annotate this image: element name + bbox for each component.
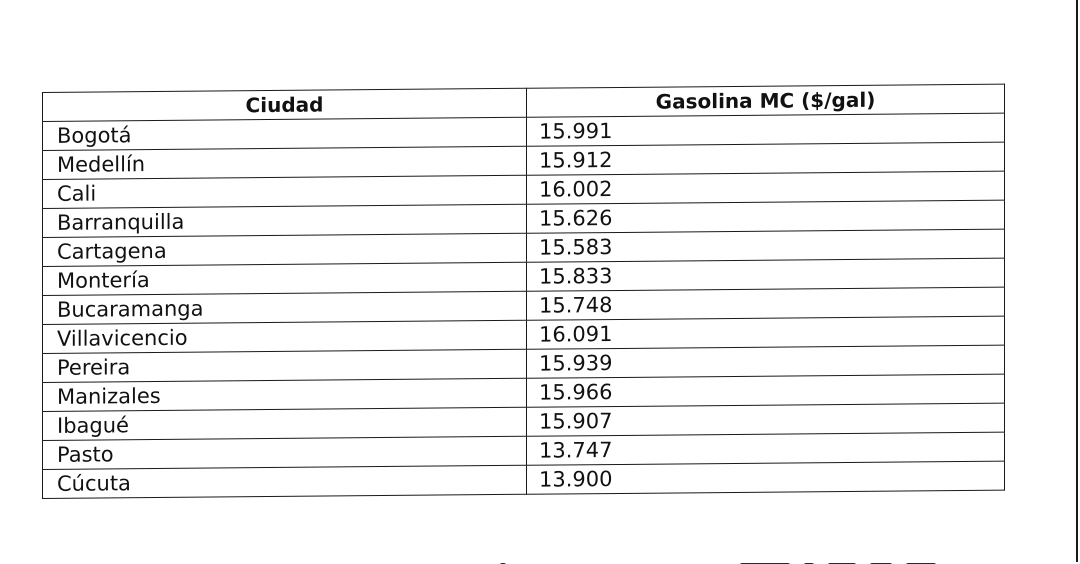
city-cell: Villavicencio [43, 320, 527, 353]
city-cell: Pereira [43, 349, 527, 382]
gasoline-price-table [42, 84, 1005, 499]
price-cell: 15.912 [527, 142, 1005, 175]
price-cell: 15.748 [527, 287, 1005, 320]
price-cell: 13.747 [527, 432, 1005, 465]
price-cell: 16.002 [527, 171, 1005, 204]
city-cell: Bogotá [43, 117, 527, 150]
price-cell: 16.091 [527, 316, 1005, 349]
price-cell: 15.583 [527, 229, 1005, 262]
city-cell: Ibagué [43, 407, 527, 440]
city-cell: Montería [43, 262, 527, 295]
price-cell: 15.626 [527, 200, 1005, 233]
city-cell: Cúcuta [43, 465, 527, 498]
price-table-container [42, 84, 1004, 499]
city-cell: Barranquilla [43, 204, 527, 237]
page-edge [1076, 0, 1078, 562]
city-cell: Medellín [43, 146, 527, 179]
city-cell: Cali [43, 175, 527, 208]
price-cell: 13.900 [527, 461, 1005, 494]
price-cell: 15.991 [527, 113, 1005, 146]
city-cell: Cartagena [43, 233, 527, 266]
city-cell: Pasto [43, 436, 527, 469]
header-gasolina: Gasolina MC ($/gal) [527, 84, 1005, 117]
price-cell: 15.907 [527, 403, 1005, 436]
price-cell: 15.833 [527, 258, 1005, 291]
header-ciudad: Ciudad [43, 88, 527, 121]
city-cell: Manizales [43, 378, 527, 411]
price-cell: 15.939 [527, 345, 1005, 378]
price-cell: 15.966 [527, 374, 1005, 407]
city-cell: Bucaramanga [43, 291, 527, 324]
